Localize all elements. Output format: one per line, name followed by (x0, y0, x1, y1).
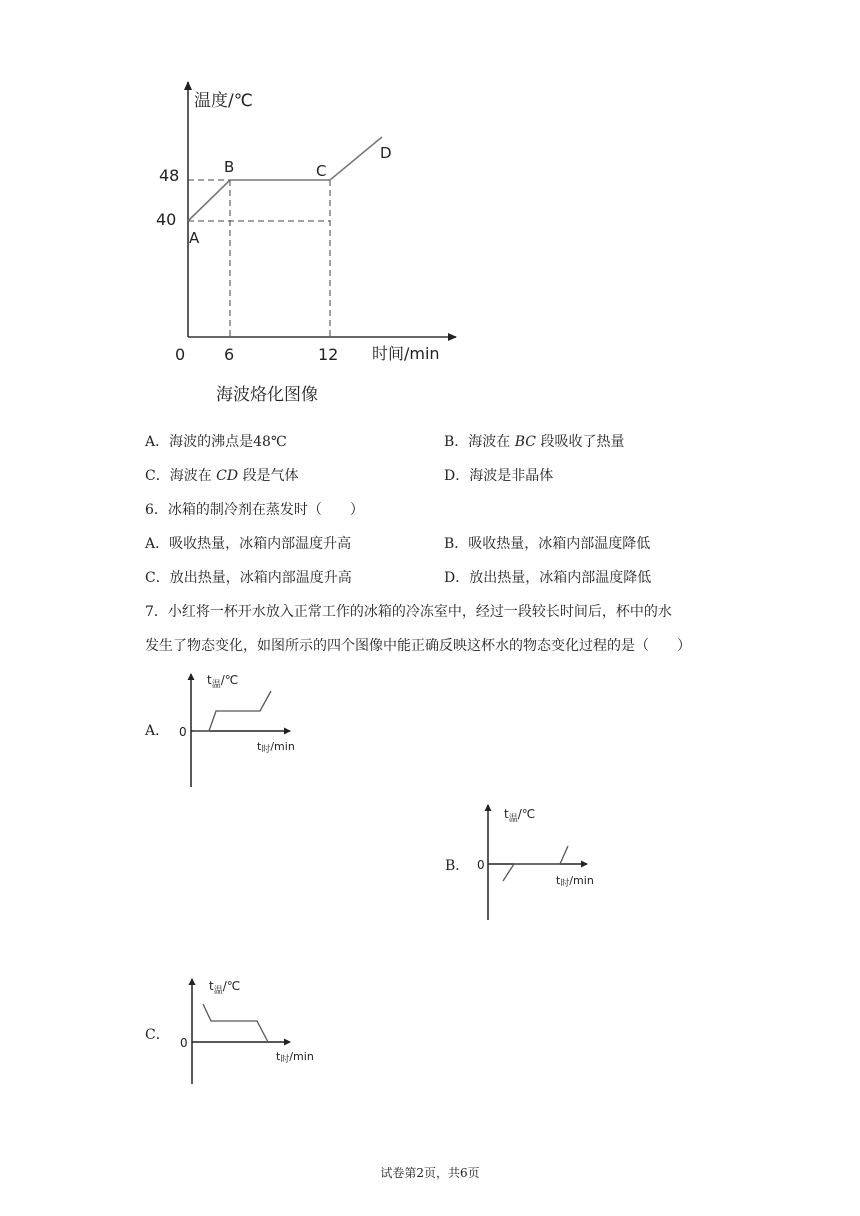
x-tick-6: 6 (224, 345, 235, 364)
q7-option-a-label[interactable]: A． (145, 723, 170, 739)
q5-option-c-segment: CD (216, 468, 239, 484)
q5-option-a[interactable] (145, 432, 287, 452)
graph-a-xlabel: t时/min (257, 740, 295, 755)
y-tick-40: 40 (156, 210, 177, 229)
graph-a-curve (193, 691, 271, 731)
q5-option-b-letter: B． (444, 434, 469, 450)
graph-c-origin: 0 (180, 1036, 188, 1050)
q6-option-d[interactable]: D．放出热量，冰箱内部温度降低 (444, 570, 652, 586)
point-b-label: B (224, 158, 235, 176)
graph-b-xlabel: t时/min (556, 874, 594, 889)
q7-graph-c (170, 972, 330, 1090)
q5-option-b-segment: BC (514, 434, 537, 450)
graph-c-xlabel: t时/min (276, 1050, 314, 1065)
x-tick-12: 12 (318, 345, 339, 364)
q6-option-c[interactable]: C．放出热量，冰箱内部温度升高 (145, 570, 352, 586)
q7-graph-b (468, 798, 618, 926)
q7-stem-line1: 7．小红将一杯开水放入正常工作的冰箱的冷冻室中，经过一段较长时间后，杯中的水 (145, 604, 672, 620)
graph-c-ylabel: $t_温/℃$ (209, 979, 241, 996)
q5-option-c-pre: 海波在 (169, 468, 212, 484)
point-c-label: C (316, 162, 327, 180)
y-tick-48: 48 (159, 166, 180, 185)
x-axis-label: 时间/min (372, 344, 440, 363)
q7-stem-line2: 发生了物态变化，如图所示的四个图像中能正确反映这杯水的物态变化过程的是（ ） (145, 638, 691, 654)
q6-option-b[interactable]: B．吸收热量，冰箱内部温度降低 (444, 536, 651, 552)
graph-a-ylabel: $t_温/℃$ (207, 673, 239, 690)
graph-b-ylabel: $t_温/℃$ (504, 807, 536, 824)
q7-option-c-label[interactable]: C． (145, 1027, 170, 1043)
q5-option-b-pre: 海波在 (468, 434, 511, 450)
graph-b-curve-down (503, 864, 514, 881)
q5-option-d[interactable] (444, 466, 553, 486)
q5-option-c-post: 段是气体 (242, 468, 299, 484)
q5-option-c-letter: C． (145, 468, 170, 484)
point-a-label: A (189, 229, 200, 247)
q6-stem: 6．冰箱的制冷剂在蒸发时（ ） (145, 502, 364, 518)
q7-option-b-label[interactable]: B． (445, 858, 470, 874)
graph-b-curve-up (560, 846, 568, 864)
q5-option-a-text: 海波的沸点是48℃ (169, 434, 287, 450)
melting-graph (150, 75, 480, 415)
q5-option-d-letter: D． (444, 468, 470, 484)
graph-b-origin: 0 (477, 858, 485, 872)
melting-curve (188, 137, 382, 221)
q5-option-d-text: 海波是非晶体 (469, 468, 554, 484)
q5-option-a-letter: A． (145, 434, 170, 450)
graph-a-origin: 0 (179, 725, 187, 739)
q5-option-b[interactable] (444, 432, 624, 452)
q7-graph-a (170, 668, 320, 792)
x-tick-0: 0 (175, 345, 186, 364)
page-footer: 试卷第2页，共6页 (380, 1166, 480, 1180)
q6-option-a[interactable]: A．吸收热量，冰箱内部温度升高 (145, 536, 352, 552)
figure-caption: 海波烙化图像 (216, 385, 318, 405)
graph-c-curve (203, 1004, 268, 1042)
q5-option-b-post: 段吸收了热量 (540, 434, 625, 450)
point-d-label: D (380, 144, 392, 162)
y-axis-label: 温度/℃ (194, 91, 253, 111)
q5-option-c[interactable] (145, 466, 299, 486)
